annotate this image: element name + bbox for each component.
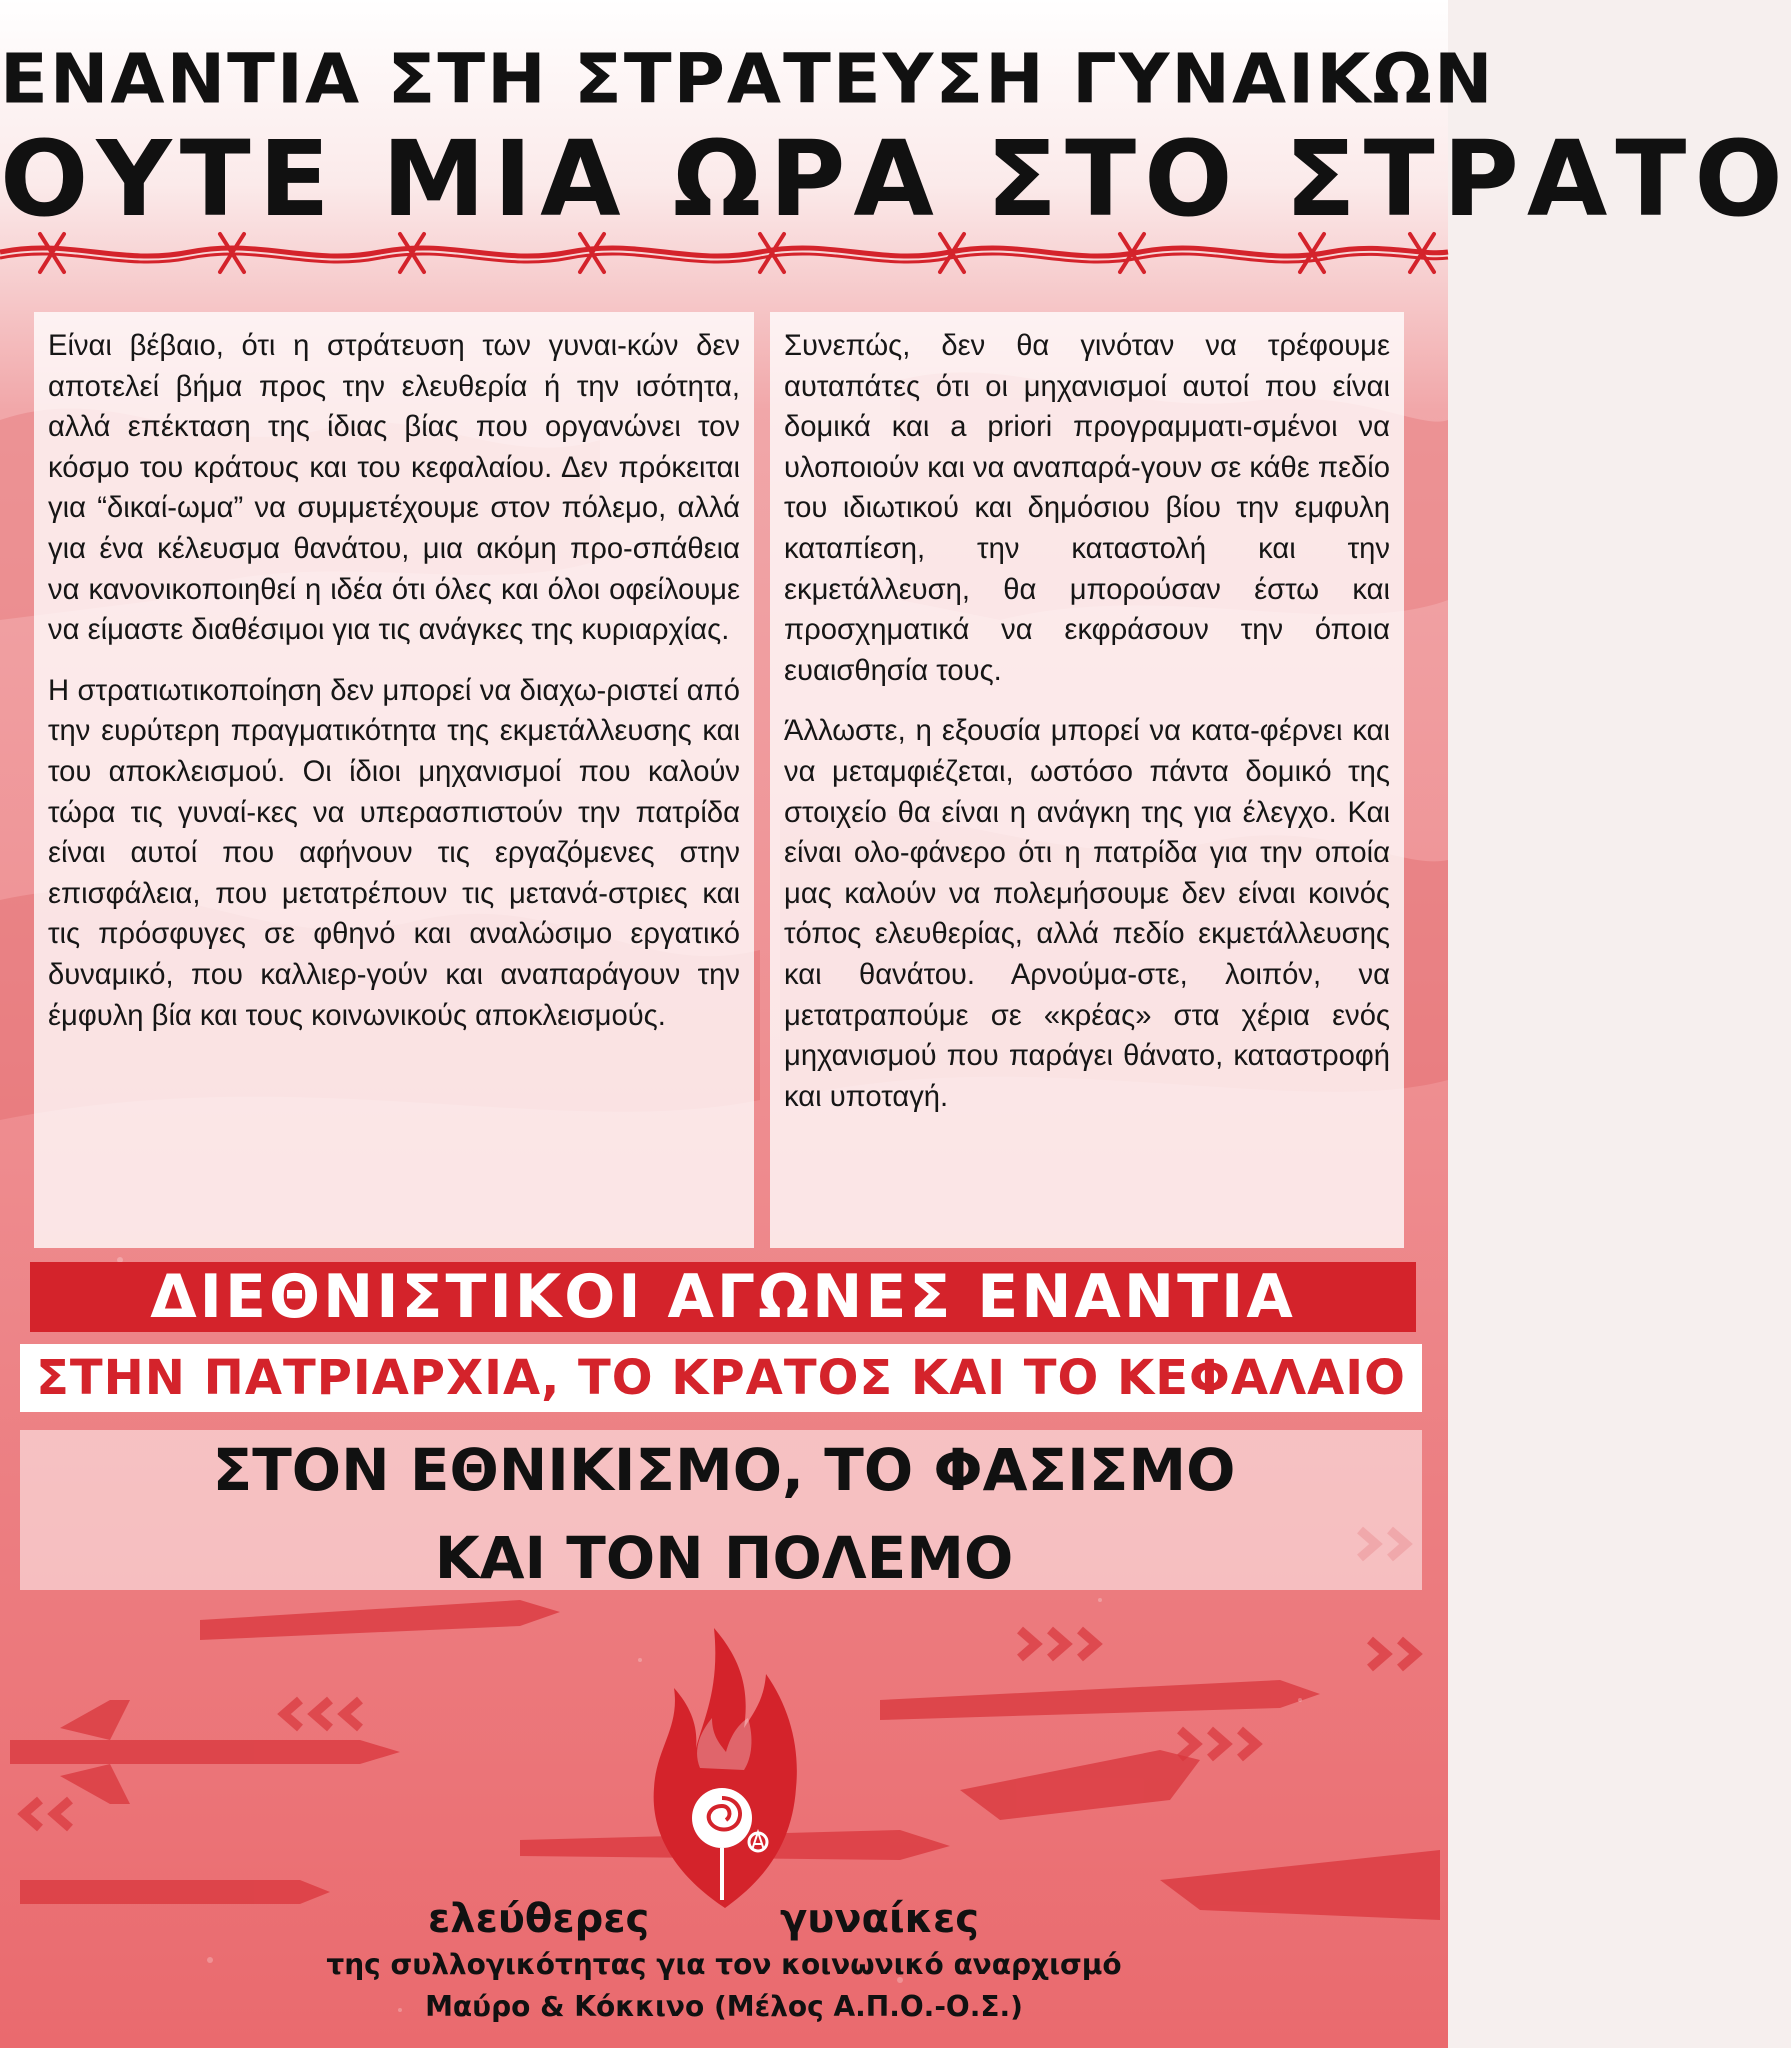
text-column-right — [770, 312, 1404, 1248]
slogan-line-3: ΣΤΟΝ ΕΘΝΙΚΙΣΜΟ, ΤΟ ΦΑΣΙΣΜΟ — [212, 1436, 1236, 1504]
headline-line-2: ΟΥΤΕ ΜΙΑ ΩΡΑ ΣΤΟ ΣΤΡΑΤΟ — [0, 118, 1791, 240]
signature-line-2: της συλλογικότητας για τον κοινωνικό αναρχισμό — [326, 1948, 1122, 1981]
paragraph: Η στρατιωτικοποίηση δεν μπορεί να διαχω-ριστεί από την ευρύτερη πραγματικότητα της εκμετάλλευσης και του αποκλεισμού. Οι ίδιοι μηχανισμοί που καλούν τώρα τις γυναί-κες να υπερασπιστούν την πατρίδα είναι αυτοί που αφήνουν τις εργαζόμενες στην επισφάλεια, που μετατρέπουν τις μετανά-στριες και τις πρόσφυγες σε φθηνό και αναλώσιμο εργατικό δυναμικό, που καλλιερ-γούν και αναπαράγουν την έμφυλη βία και τους κοινωνικούς αποκλεισμούς. — [48, 674, 740, 1032]
paragraph: Άλλωστε, η εξουσία μπορεί να κατα-φέρνει και να μεταμφιέζεται, ωστόσο πάντα δομικό της στοιχείο θα είναι η ανάγκη της για έλεγχο. Και είναι ολο-φάνερο ότι η πατρίδα για την οποία μας καλούν να πολεμήσουμε δεν είναι κοινός τόπος ελευθερίας, αλλά πεδίο εκμετάλλευσης και θανάτου. Αρνούμα-στε, λοιπόν, να μετατραπούμε σε «κρέας» στα χέρια ενός μηχανισμού που παράγει θάνατο, καταστροφή και υποταγή. — [784, 715, 1390, 1113]
barbed-wire-icon — [0, 220, 1448, 290]
paragraph: Είναι βέβαιο, ότι η στράτευση των γυναι-κών δεν αποτελεί βήμα προς την ελευθερία ή την ισότητα, αλλά επέκταση της ίδιας βίας που οργανώνει τον κόσμο του κράτους και του κεφαλαίου. Δεν πρόκειται για “δικαί-ωμα” να συμμετέχουμε στον πόλεμο, αλλά για ένα κέλευσμα θανάτου, μια ακόμη προ-σπάθεια να κανονικοποιηθεί η ιδέα ότι όλες και όλοι οφείλουμε να είμαστε διαθέσιμοι για τις ανάγκες της κυριαρχίας. — [48, 330, 740, 647]
signature-word-2: γυναίκες — [780, 1896, 979, 1942]
headline-line-1: ΕΝΑΝΤΙΑ ΣΤΗ ΣΤΡΑΤΕΥΣΗ ΓΥΝΑΙΚΩΝ — [0, 38, 1495, 120]
signature-word-1: ελεύθερες — [428, 1896, 650, 1942]
signature-line-3: Μαύρο & Κόκκινο (Μέλος Α.Π.Ο.-Ο.Σ.) — [425, 1990, 1023, 2023]
paragraph: Συνεπώς, δεν θα γινόταν να τρέφουμε αυταπάτες ότι οι μηχανισμοί αυτοί που είναι δομικά και a priori προγραμματι-σμένοι να υλοποιούν και να αναπαρά-γουν σε κάθε πεδίο του ιδιωτικού και δημόσιου βίου την εμφυλη καταπίεση, την καταστολή και την εκμετάλλευση, θα μπορούσαν έστω και προσχηματικά να εκφράσουν την όποια ευαισθησία τους. — [784, 330, 1390, 687]
text-column-left — [34, 312, 754, 1248]
slogan-line-4: ΚΑΙ ΤΟΝ ΠΟΛΕΜΟ — [434, 1524, 1014, 1592]
red-banner: ΔΙΕΘΝΙΣΤΙΚΟΙ ΑΓΩΝΕΣ ΕΝΑΝΤΙΑ — [30, 1262, 1416, 1332]
white-banner: ΣΤΗΝ ΠΑΤΡΙΑΡΧΙΑ, ΤΟ ΚΡΑΤΟΣ ΚΑΙ ΤΟ ΚΕΦΑΛΑΙΟ — [20, 1344, 1422, 1412]
flame-rose-logo-icon — [640, 1618, 810, 1918]
